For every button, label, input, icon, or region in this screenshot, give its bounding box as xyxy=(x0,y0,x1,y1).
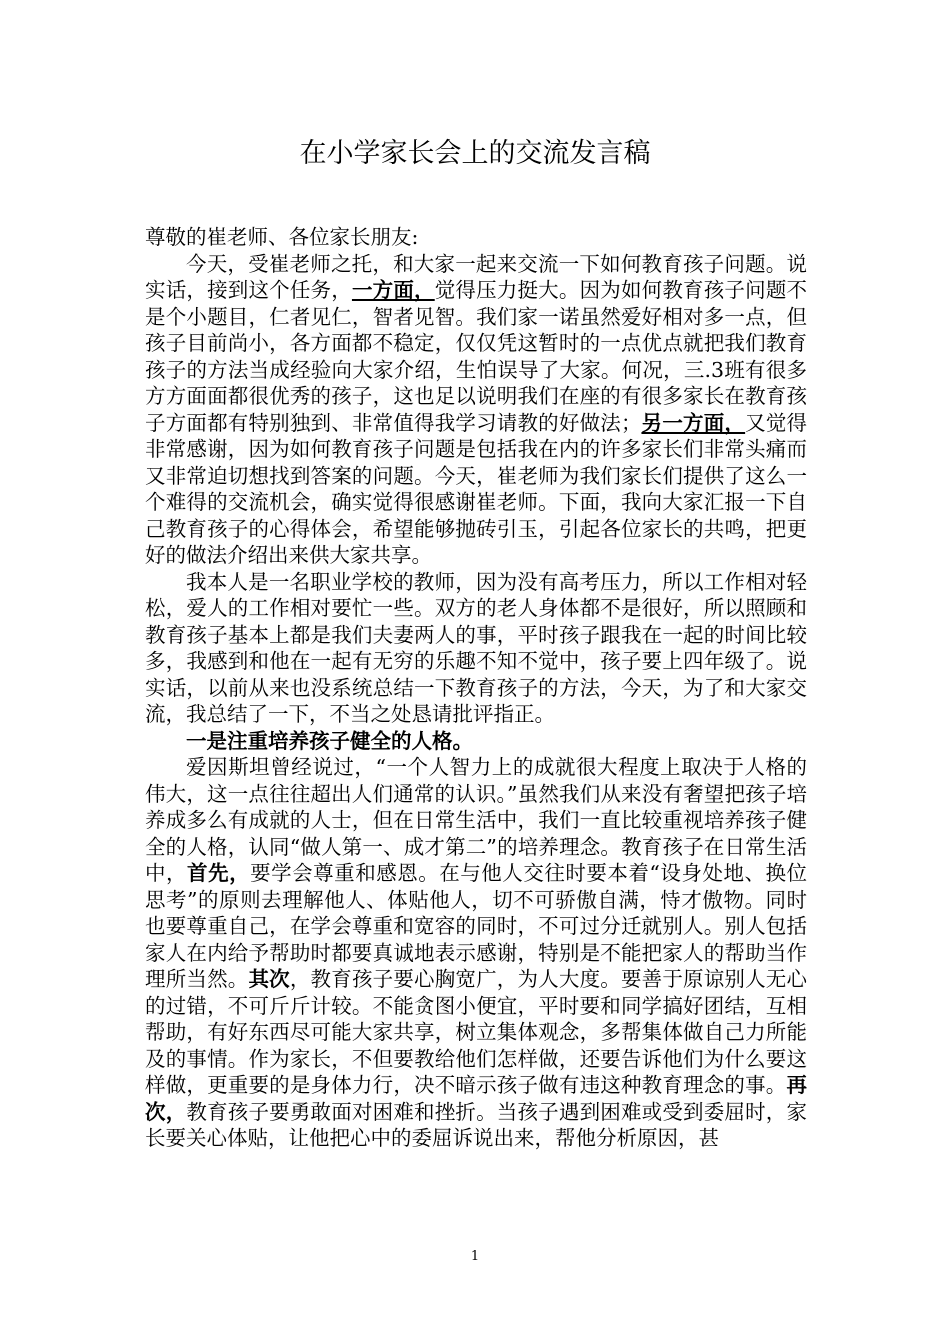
paragraph-personality-text-g: 教育孩子要勇敢面对困难和挫折。当孩子遇到困难或受到委屈时，家长要关心体贴，让他把心中的委屈诉说出来，帮他分析原因，甚 xyxy=(145,1099,808,1150)
paragraph-self-intro: 我本人是一名职业学校的教师，因为没有高考压力，所以工作相对轻松，爱人的工作相对要忙一些。双方的老人身体都不是很好，所以照顾和教育孩子基本上都是我们夫妻两人的事，平时孩子跟我在一起的时间比较多，我感到和他在一起有无穷的乐趣不知不觉中，孩子要上四年级了。说实话，以前从来也没系统总结一下教育孩子的方法，今天，为了和大家交流，我总结了一下，不当之处恳请批评指正。 xyxy=(145,569,807,726)
paragraph-intro-text-a: 今天，受崔老师之托，和大家一起来交流一下如何教育孩子问题。说实话，接到这个任务， xyxy=(145,251,807,302)
salutation: 尊敬的崔老师、各位家长朋友: xyxy=(145,225,419,249)
emphasis-second: 其次 xyxy=(248,967,290,991)
emphasis-on-other-hand: 另一方面， xyxy=(641,410,746,435)
emphasis-first: 首先， xyxy=(187,861,251,885)
document-body xyxy=(145,224,807,1152)
page-number: 1 xyxy=(470,1249,480,1264)
paragraph-personality-text-e: ，教育孩子要心胸宽广，为人大度。要善于原谅别人无心的过错，不可斤斤计较。不能贪图小便宜，平时要和同学搞好团结，互相帮助，有好东西尽可能大家共享，树立集体观念，多帮集体做自己力所能及的事情。作为家长，不但要教给他们怎样做，还要告诉他们为什么要这样做，更重要的是身体力行，决不暗示孩子做有违这种教育理念的事。 xyxy=(145,967,808,1097)
paragraph-personality-text-a: 爱因斯坦曾经说过，“一个人智力上的成就很大程度上取决于人格的伟大，这一点往往超出人们通常的认识。”虽然我们从来没有奢望把孩子培养成多么有成就的人士，但在日常生活中，我们一直比较重视培养孩子健全的人格，认同“做人第一、成才第二”的培养理念。教育孩子在日常生活中， xyxy=(145,755,807,885)
emphasis-third: 再次， xyxy=(145,1073,807,1124)
paragraph-personality xyxy=(145,754,807,1152)
paragraph-intro-text-c: 觉得压力挺大。因为如何教育孩子问题不是个小题目，仁者见仁，智者见智。我们家一诺虽然爱好相对多一点，但孩子目前尚小，各方面都不稳定，仅仅凭这暂时的一点优点就把我们教育孩子的方法当成经验向大家介绍，生怕误导了大家。何况，三.3班有很多方方面面都很优秀的孩子，这也足以说明我们在座的有很多家长在教育孩子方面都有特别独到、非常值得我学习请教的好做法； xyxy=(145,278,808,435)
emphasis-on-one-hand: 一方面， xyxy=(351,278,435,302)
paragraph-intro xyxy=(145,251,807,569)
document-title: 在小学家长会上的交流发言稿 xyxy=(299,138,651,169)
section-heading-1: 一是注重培养孩子健全的人格。 xyxy=(186,728,473,753)
paragraph-intro-text-e: 又觉得非常感谢，因为如何教育孩子问题是包括我在内的许多家长们非常头痛而又非常迫切想找到答案的问题。今天，崔老师为我们家长们提供了这么一个难得的交流机会，确实觉得很感谢崔老师。下面，我向大家汇报一下自己教育孩子的心得体会，希望能够抛砖引玉，引起各位家长的共鸣，把更好的做法介绍出来供大家共享。 xyxy=(145,410,808,567)
paragraph-personality-text-c: 要学会尊重和感恩。在与他人交往时要本着“设身处地、换位思考”的原则去理解他人、体贴他人，切不可骄傲自满，恃才傲物。同时也要尊重自己，在学会尊重和宽容的同时，不可过分迁就别人。别人包括家人在内给予帮助时都要真诚地表示感谢，特别是不能把家人的帮助当作理所当然。 xyxy=(145,861,808,991)
